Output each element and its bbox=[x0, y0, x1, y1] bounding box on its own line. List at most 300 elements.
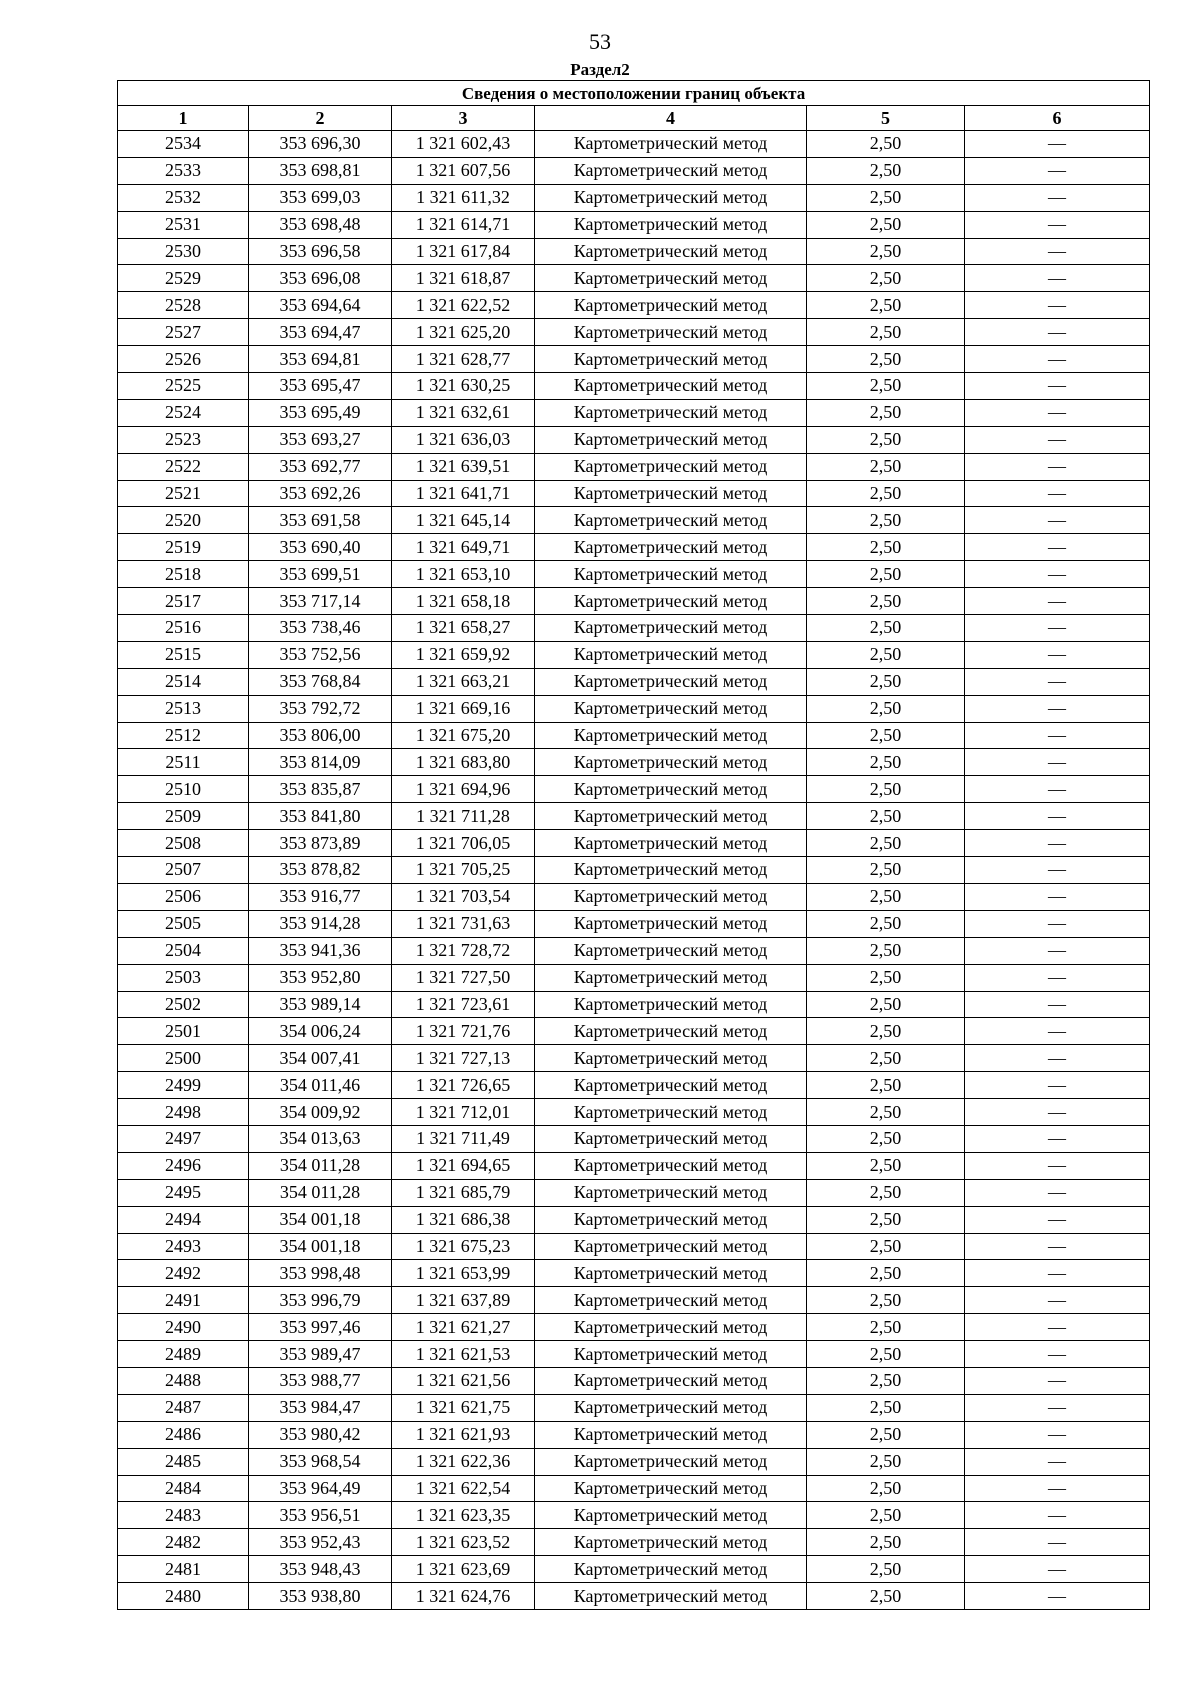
table-row bbox=[118, 1475, 1150, 1502]
point-number-cell: 2510 bbox=[118, 776, 249, 803]
method-cell: Картометрический метод bbox=[535, 373, 807, 400]
point-number-cell: 2493 bbox=[118, 1233, 249, 1260]
method-cell: Картометрический метод bbox=[535, 1583, 807, 1610]
x-coordinate-cell: 353 738,46 bbox=[249, 615, 392, 642]
table-row bbox=[118, 695, 1150, 722]
table-row bbox=[118, 749, 1150, 776]
x-coordinate-cell: 353 692,77 bbox=[249, 453, 392, 480]
point-number-cell: 2532 bbox=[118, 184, 249, 211]
table-row bbox=[118, 668, 1150, 695]
method-cell: Картометрический метод bbox=[535, 749, 807, 776]
point-number-cell: 2487 bbox=[118, 1394, 249, 1421]
description-cell: — bbox=[965, 1287, 1150, 1314]
accuracy-cell: 2,50 bbox=[807, 1475, 965, 1502]
accuracy-cell: 2,50 bbox=[807, 1260, 965, 1287]
point-number-cell: 2524 bbox=[118, 399, 249, 426]
x-coordinate-cell: 353 692,26 bbox=[249, 480, 392, 507]
point-number-cell: 2523 bbox=[118, 426, 249, 453]
description-cell: — bbox=[965, 1260, 1150, 1287]
y-coordinate-cell: 1 321 705,25 bbox=[392, 857, 535, 884]
table-row bbox=[118, 1448, 1150, 1475]
accuracy-cell: 2,50 bbox=[807, 1556, 965, 1583]
method-cell: Картометрический метод bbox=[535, 1287, 807, 1314]
x-coordinate-cell: 353 696,58 bbox=[249, 238, 392, 265]
table-row bbox=[118, 830, 1150, 857]
point-number-cell: 2480 bbox=[118, 1583, 249, 1610]
x-coordinate-cell: 353 956,51 bbox=[249, 1502, 392, 1529]
description-cell: — bbox=[965, 1475, 1150, 1502]
accuracy-cell: 2,50 bbox=[807, 561, 965, 588]
accuracy-cell: 2,50 bbox=[807, 937, 965, 964]
table-row bbox=[118, 615, 1150, 642]
method-cell: Картометрический метод bbox=[535, 1556, 807, 1583]
method-cell: Картометрический метод bbox=[535, 722, 807, 749]
table-row bbox=[118, 910, 1150, 937]
description-cell: — bbox=[965, 668, 1150, 695]
method-cell: Картометрический метод bbox=[535, 1475, 807, 1502]
y-coordinate-cell: 1 321 728,72 bbox=[392, 937, 535, 964]
y-coordinate-cell: 1 321 669,16 bbox=[392, 695, 535, 722]
point-number-cell: 2507 bbox=[118, 857, 249, 884]
y-coordinate-cell: 1 321 683,80 bbox=[392, 749, 535, 776]
x-coordinate-cell: 353 948,43 bbox=[249, 1556, 392, 1583]
table-caption-row bbox=[118, 81, 1150, 106]
description-cell: — bbox=[965, 749, 1150, 776]
accuracy-cell: 2,50 bbox=[807, 1072, 965, 1099]
table-header-row bbox=[118, 106, 1150, 131]
x-coordinate-cell: 353 806,00 bbox=[249, 722, 392, 749]
description-cell: — bbox=[965, 641, 1150, 668]
description-cell: — bbox=[965, 1072, 1150, 1099]
page-number: 53 bbox=[589, 29, 611, 54]
table-row bbox=[118, 1072, 1150, 1099]
accuracy-cell: 2,50 bbox=[807, 776, 965, 803]
method-cell: Картометрический метод bbox=[535, 668, 807, 695]
x-coordinate-cell: 353 694,81 bbox=[249, 346, 392, 373]
method-cell: Картометрический метод bbox=[535, 265, 807, 292]
accuracy-cell: 2,50 bbox=[807, 749, 965, 776]
point-number-cell: 2496 bbox=[118, 1152, 249, 1179]
table-row bbox=[118, 1099, 1150, 1126]
accuracy-cell: 2,50 bbox=[807, 883, 965, 910]
accuracy-cell: 2,50 bbox=[807, 803, 965, 830]
table-row bbox=[118, 803, 1150, 830]
column-header: 3 bbox=[392, 106, 535, 131]
description-cell: — bbox=[965, 1502, 1150, 1529]
method-cell: Картометрический метод bbox=[535, 319, 807, 346]
point-number-cell: 2504 bbox=[118, 937, 249, 964]
point-number-cell: 2508 bbox=[118, 830, 249, 857]
accuracy-cell: 2,50 bbox=[807, 668, 965, 695]
point-number-cell: 2485 bbox=[118, 1448, 249, 1475]
section-title: Раздел2 bbox=[570, 60, 630, 79]
description-cell: — bbox=[965, 480, 1150, 507]
method-cell: Картометрический метод bbox=[535, 830, 807, 857]
description-cell: — bbox=[965, 776, 1150, 803]
point-number-cell: 2527 bbox=[118, 319, 249, 346]
y-coordinate-cell: 1 321 726,65 bbox=[392, 1072, 535, 1099]
point-number-cell: 2492 bbox=[118, 1260, 249, 1287]
y-coordinate-cell: 1 321 731,63 bbox=[392, 910, 535, 937]
x-coordinate-cell: 353 792,72 bbox=[249, 695, 392, 722]
point-number-cell: 2517 bbox=[118, 588, 249, 615]
x-coordinate-cell: 353 698,48 bbox=[249, 211, 392, 238]
y-coordinate-cell: 1 321 607,56 bbox=[392, 157, 535, 184]
y-coordinate-cell: 1 321 623,52 bbox=[392, 1529, 535, 1556]
accuracy-cell: 2,50 bbox=[807, 695, 965, 722]
method-cell: Картометрический метод bbox=[535, 1314, 807, 1341]
point-number-cell: 2530 bbox=[118, 238, 249, 265]
x-coordinate-cell: 353 694,47 bbox=[249, 319, 392, 346]
accuracy-cell: 2,50 bbox=[807, 184, 965, 211]
x-coordinate-cell: 353 996,79 bbox=[249, 1287, 392, 1314]
table-row bbox=[118, 238, 1150, 265]
method-cell: Картометрический метод bbox=[535, 1045, 807, 1072]
point-number-cell: 2520 bbox=[118, 507, 249, 534]
x-coordinate-cell: 353 952,43 bbox=[249, 1529, 392, 1556]
y-coordinate-cell: 1 321 624,76 bbox=[392, 1583, 535, 1610]
x-coordinate-cell: 354 011,46 bbox=[249, 1072, 392, 1099]
point-number-cell: 2499 bbox=[118, 1072, 249, 1099]
point-number-cell: 2489 bbox=[118, 1341, 249, 1368]
x-coordinate-cell: 353 914,28 bbox=[249, 910, 392, 937]
accuracy-cell: 2,50 bbox=[807, 480, 965, 507]
accuracy-cell: 2,50 bbox=[807, 1206, 965, 1233]
x-coordinate-cell: 353 693,27 bbox=[249, 426, 392, 453]
method-cell: Картометрический метод bbox=[535, 211, 807, 238]
y-coordinate-cell: 1 321 625,20 bbox=[392, 319, 535, 346]
description-cell: — bbox=[965, 1421, 1150, 1448]
description-cell: — bbox=[965, 346, 1150, 373]
y-coordinate-cell: 1 321 622,36 bbox=[392, 1448, 535, 1475]
table-row bbox=[118, 857, 1150, 884]
y-coordinate-cell: 1 321 621,53 bbox=[392, 1341, 535, 1368]
method-cell: Картометрический метод bbox=[535, 399, 807, 426]
x-coordinate-cell: 353 752,56 bbox=[249, 641, 392, 668]
x-coordinate-cell: 354 006,24 bbox=[249, 1018, 392, 1045]
accuracy-cell: 2,50 bbox=[807, 507, 965, 534]
method-cell: Картометрический метод bbox=[535, 1341, 807, 1368]
method-cell: Картометрический метод bbox=[535, 615, 807, 642]
method-cell: Картометрический метод bbox=[535, 937, 807, 964]
table-row bbox=[118, 1260, 1150, 1287]
y-coordinate-cell: 1 321 632,61 bbox=[392, 399, 535, 426]
description-cell: — bbox=[965, 1394, 1150, 1421]
table-row bbox=[118, 1179, 1150, 1206]
y-coordinate-cell: 1 321 653,99 bbox=[392, 1260, 535, 1287]
y-coordinate-cell: 1 321 630,25 bbox=[392, 373, 535, 400]
y-coordinate-cell: 1 321 711,28 bbox=[392, 803, 535, 830]
x-coordinate-cell: 353 998,48 bbox=[249, 1260, 392, 1287]
point-number-cell: 2490 bbox=[118, 1314, 249, 1341]
method-cell: Картометрический метод bbox=[535, 1018, 807, 1045]
description-cell: — bbox=[965, 1233, 1150, 1260]
x-coordinate-cell: 353 835,87 bbox=[249, 776, 392, 803]
description-cell: — bbox=[965, 507, 1150, 534]
point-number-cell: 2521 bbox=[118, 480, 249, 507]
point-number-cell: 2518 bbox=[118, 561, 249, 588]
method-cell: Картометрический метод bbox=[535, 803, 807, 830]
y-coordinate-cell: 1 321 637,89 bbox=[392, 1287, 535, 1314]
y-coordinate-cell: 1 321 694,65 bbox=[392, 1152, 535, 1179]
accuracy-cell: 2,50 bbox=[807, 1045, 965, 1072]
point-number-cell: 2482 bbox=[118, 1529, 249, 1556]
y-coordinate-cell: 1 321 685,79 bbox=[392, 1179, 535, 1206]
x-coordinate-cell: 353 941,36 bbox=[249, 937, 392, 964]
accuracy-cell: 2,50 bbox=[807, 964, 965, 991]
accuracy-cell: 2,50 bbox=[807, 1583, 965, 1610]
x-coordinate-cell: 353 938,80 bbox=[249, 1583, 392, 1610]
method-cell: Картометрический метод bbox=[535, 561, 807, 588]
accuracy-cell: 2,50 bbox=[807, 292, 965, 319]
description-cell: — bbox=[965, 561, 1150, 588]
table-row bbox=[118, 883, 1150, 910]
accuracy-cell: 2,50 bbox=[807, 157, 965, 184]
table-row bbox=[118, 1125, 1150, 1152]
x-coordinate-cell: 354 001,18 bbox=[249, 1233, 392, 1260]
table-row bbox=[118, 346, 1150, 373]
description-cell: — bbox=[965, 1206, 1150, 1233]
method-cell: Картометрический метод bbox=[535, 507, 807, 534]
table-row bbox=[118, 399, 1150, 426]
boundary-coordinates-table bbox=[117, 80, 1150, 1610]
method-cell: Картометрический метод bbox=[535, 1206, 807, 1233]
description-cell: — bbox=[965, 1018, 1150, 1045]
method-cell: Картометрический метод bbox=[535, 157, 807, 184]
accuracy-cell: 2,50 bbox=[807, 830, 965, 857]
accuracy-cell: 2,50 bbox=[807, 910, 965, 937]
accuracy-cell: 2,50 bbox=[807, 857, 965, 884]
y-coordinate-cell: 1 321 675,23 bbox=[392, 1233, 535, 1260]
x-coordinate-cell: 353 989,47 bbox=[249, 1341, 392, 1368]
table-row bbox=[118, 1018, 1150, 1045]
accuracy-cell: 2,50 bbox=[807, 265, 965, 292]
x-coordinate-cell: 354 011,28 bbox=[249, 1152, 392, 1179]
accuracy-cell: 2,50 bbox=[807, 1502, 965, 1529]
x-coordinate-cell: 353 699,03 bbox=[249, 184, 392, 211]
table-row bbox=[118, 991, 1150, 1018]
accuracy-cell: 2,50 bbox=[807, 1018, 965, 1045]
accuracy-cell: 2,50 bbox=[807, 1421, 965, 1448]
method-cell: Картометрический метод bbox=[535, 1394, 807, 1421]
description-cell: — bbox=[965, 1152, 1150, 1179]
x-coordinate-cell: 354 009,92 bbox=[249, 1099, 392, 1126]
point-number-cell: 2503 bbox=[118, 964, 249, 991]
description-cell: — bbox=[965, 238, 1150, 265]
description-cell: — bbox=[965, 695, 1150, 722]
accuracy-cell: 2,50 bbox=[807, 346, 965, 373]
description-cell: — bbox=[965, 373, 1150, 400]
point-number-cell: 2481 bbox=[118, 1556, 249, 1583]
x-coordinate-cell: 353 694,64 bbox=[249, 292, 392, 319]
y-coordinate-cell: 1 321 621,27 bbox=[392, 1314, 535, 1341]
method-cell: Картометрический метод bbox=[535, 1152, 807, 1179]
method-cell: Картометрический метод bbox=[535, 1233, 807, 1260]
accuracy-cell: 2,50 bbox=[807, 373, 965, 400]
description-cell: — bbox=[965, 1583, 1150, 1610]
table-row bbox=[118, 1502, 1150, 1529]
accuracy-cell: 2,50 bbox=[807, 1233, 965, 1260]
point-number-cell: 2525 bbox=[118, 373, 249, 400]
x-coordinate-cell: 353 695,47 bbox=[249, 373, 392, 400]
y-coordinate-cell: 1 321 658,18 bbox=[392, 588, 535, 615]
point-number-cell: 2486 bbox=[118, 1421, 249, 1448]
method-cell: Картометрический метод bbox=[535, 910, 807, 937]
point-number-cell: 2511 bbox=[118, 749, 249, 776]
method-cell: Картометрический метод bbox=[535, 1529, 807, 1556]
table-row bbox=[118, 157, 1150, 184]
description-cell: — bbox=[965, 1125, 1150, 1152]
x-coordinate-cell: 353 878,82 bbox=[249, 857, 392, 884]
point-number-cell: 2488 bbox=[118, 1367, 249, 1394]
description-cell: — bbox=[965, 1341, 1150, 1368]
accuracy-cell: 2,50 bbox=[807, 319, 965, 346]
point-number-cell: 2519 bbox=[118, 534, 249, 561]
accuracy-cell: 2,50 bbox=[807, 1314, 965, 1341]
point-number-cell: 2531 bbox=[118, 211, 249, 238]
table-body bbox=[118, 131, 1150, 1610]
description-cell: — bbox=[965, 1099, 1150, 1126]
x-coordinate-cell: 353 984,47 bbox=[249, 1394, 392, 1421]
description-cell: — bbox=[965, 534, 1150, 561]
point-number-cell: 2501 bbox=[118, 1018, 249, 1045]
method-cell: Картометрический метод bbox=[535, 588, 807, 615]
accuracy-cell: 2,50 bbox=[807, 534, 965, 561]
description-cell: — bbox=[965, 184, 1150, 211]
method-cell: Картометрический метод bbox=[535, 453, 807, 480]
y-coordinate-cell: 1 321 706,05 bbox=[392, 830, 535, 857]
accuracy-cell: 2,50 bbox=[807, 1394, 965, 1421]
accuracy-cell: 2,50 bbox=[807, 1341, 965, 1368]
description-cell: — bbox=[965, 803, 1150, 830]
y-coordinate-cell: 1 321 711,49 bbox=[392, 1125, 535, 1152]
column-header: 1 bbox=[118, 106, 249, 131]
x-coordinate-cell: 353 989,14 bbox=[249, 991, 392, 1018]
y-coordinate-cell: 1 321 636,03 bbox=[392, 426, 535, 453]
description-cell: — bbox=[965, 1556, 1150, 1583]
description-cell: — bbox=[965, 211, 1150, 238]
method-cell: Картометрический метод bbox=[535, 1421, 807, 1448]
table-row bbox=[118, 1421, 1150, 1448]
point-number-cell: 2516 bbox=[118, 615, 249, 642]
method-cell: Картометрический метод bbox=[535, 1099, 807, 1126]
y-coordinate-cell: 1 321 639,51 bbox=[392, 453, 535, 480]
table-row bbox=[118, 937, 1150, 964]
table-row bbox=[118, 1367, 1150, 1394]
accuracy-cell: 2,50 bbox=[807, 399, 965, 426]
description-cell: — bbox=[965, 319, 1150, 346]
point-number-cell: 2497 bbox=[118, 1125, 249, 1152]
x-coordinate-cell: 353 768,84 bbox=[249, 668, 392, 695]
method-cell: Картометрический метод bbox=[535, 238, 807, 265]
description-cell: — bbox=[965, 722, 1150, 749]
table-row bbox=[118, 1583, 1150, 1610]
x-coordinate-cell: 353 952,80 bbox=[249, 964, 392, 991]
x-coordinate-cell: 353 964,49 bbox=[249, 1475, 392, 1502]
accuracy-cell: 2,50 bbox=[807, 1152, 965, 1179]
y-coordinate-cell: 1 321 727,50 bbox=[392, 964, 535, 991]
table-row bbox=[118, 641, 1150, 668]
table-row bbox=[118, 1341, 1150, 1368]
point-number-cell: 2513 bbox=[118, 695, 249, 722]
x-coordinate-cell: 353 690,40 bbox=[249, 534, 392, 561]
y-coordinate-cell: 1 321 614,71 bbox=[392, 211, 535, 238]
method-cell: Картометрический метод bbox=[535, 1502, 807, 1529]
y-coordinate-cell: 1 321 618,87 bbox=[392, 265, 535, 292]
accuracy-cell: 2,50 bbox=[807, 588, 965, 615]
y-coordinate-cell: 1 321 622,52 bbox=[392, 292, 535, 319]
accuracy-cell: 2,50 bbox=[807, 1099, 965, 1126]
table-row bbox=[118, 1314, 1150, 1341]
method-cell: Картометрический метод bbox=[535, 184, 807, 211]
table-row bbox=[118, 1529, 1150, 1556]
method-cell: Картометрический метод bbox=[535, 776, 807, 803]
accuracy-cell: 2,50 bbox=[807, 991, 965, 1018]
x-coordinate-cell: 353 988,77 bbox=[249, 1367, 392, 1394]
description-cell: — bbox=[965, 1367, 1150, 1394]
method-cell: Картометрический метод bbox=[535, 131, 807, 158]
accuracy-cell: 2,50 bbox=[807, 1287, 965, 1314]
accuracy-cell: 2,50 bbox=[807, 131, 965, 158]
table-row bbox=[118, 1287, 1150, 1314]
accuracy-cell: 2,50 bbox=[807, 1125, 965, 1152]
x-coordinate-cell: 354 011,28 bbox=[249, 1179, 392, 1206]
y-coordinate-cell: 1 321 675,20 bbox=[392, 722, 535, 749]
description-cell: — bbox=[965, 1314, 1150, 1341]
x-coordinate-cell: 353 841,80 bbox=[249, 803, 392, 830]
description-cell: — bbox=[965, 1179, 1150, 1206]
accuracy-cell: 2,50 bbox=[807, 211, 965, 238]
method-cell: Картометрический метод bbox=[535, 480, 807, 507]
y-coordinate-cell: 1 321 653,10 bbox=[392, 561, 535, 588]
y-coordinate-cell: 1 321 645,14 bbox=[392, 507, 535, 534]
point-number-cell: 2495 bbox=[118, 1179, 249, 1206]
method-cell: Картометрический метод bbox=[535, 1179, 807, 1206]
method-cell: Картометрический метод bbox=[535, 426, 807, 453]
method-cell: Картометрический метод bbox=[535, 641, 807, 668]
y-coordinate-cell: 1 321 658,27 bbox=[392, 615, 535, 642]
point-number-cell: 2529 bbox=[118, 265, 249, 292]
description-cell: — bbox=[965, 265, 1150, 292]
accuracy-cell: 2,50 bbox=[807, 1367, 965, 1394]
x-coordinate-cell: 353 916,77 bbox=[249, 883, 392, 910]
x-coordinate-cell: 353 814,09 bbox=[249, 749, 392, 776]
y-coordinate-cell: 1 321 622,54 bbox=[392, 1475, 535, 1502]
description-cell: — bbox=[965, 426, 1150, 453]
y-coordinate-cell: 1 321 663,21 bbox=[392, 668, 535, 695]
description-cell: — bbox=[965, 399, 1150, 426]
point-number-cell: 2500 bbox=[118, 1045, 249, 1072]
x-coordinate-cell: 353 717,14 bbox=[249, 588, 392, 615]
table-row bbox=[118, 453, 1150, 480]
method-cell: Картометрический метод bbox=[535, 991, 807, 1018]
y-coordinate-cell: 1 321 621,75 bbox=[392, 1394, 535, 1421]
y-coordinate-cell: 1 321 611,32 bbox=[392, 184, 535, 211]
table-caption: Сведения о местоположении границ объекта bbox=[118, 81, 1150, 106]
point-number-cell: 2512 bbox=[118, 722, 249, 749]
description-cell: — bbox=[965, 453, 1150, 480]
point-number-cell: 2484 bbox=[118, 1475, 249, 1502]
point-number-cell: 2514 bbox=[118, 668, 249, 695]
x-coordinate-cell: 354 013,63 bbox=[249, 1125, 392, 1152]
y-coordinate-cell: 1 321 659,92 bbox=[392, 641, 535, 668]
method-cell: Картометрический метод bbox=[535, 534, 807, 561]
x-coordinate-cell: 354 007,41 bbox=[249, 1045, 392, 1072]
x-coordinate-cell: 353 873,89 bbox=[249, 830, 392, 857]
method-cell: Картометрический метод bbox=[535, 1072, 807, 1099]
table-row bbox=[118, 722, 1150, 749]
description-cell: — bbox=[965, 588, 1150, 615]
